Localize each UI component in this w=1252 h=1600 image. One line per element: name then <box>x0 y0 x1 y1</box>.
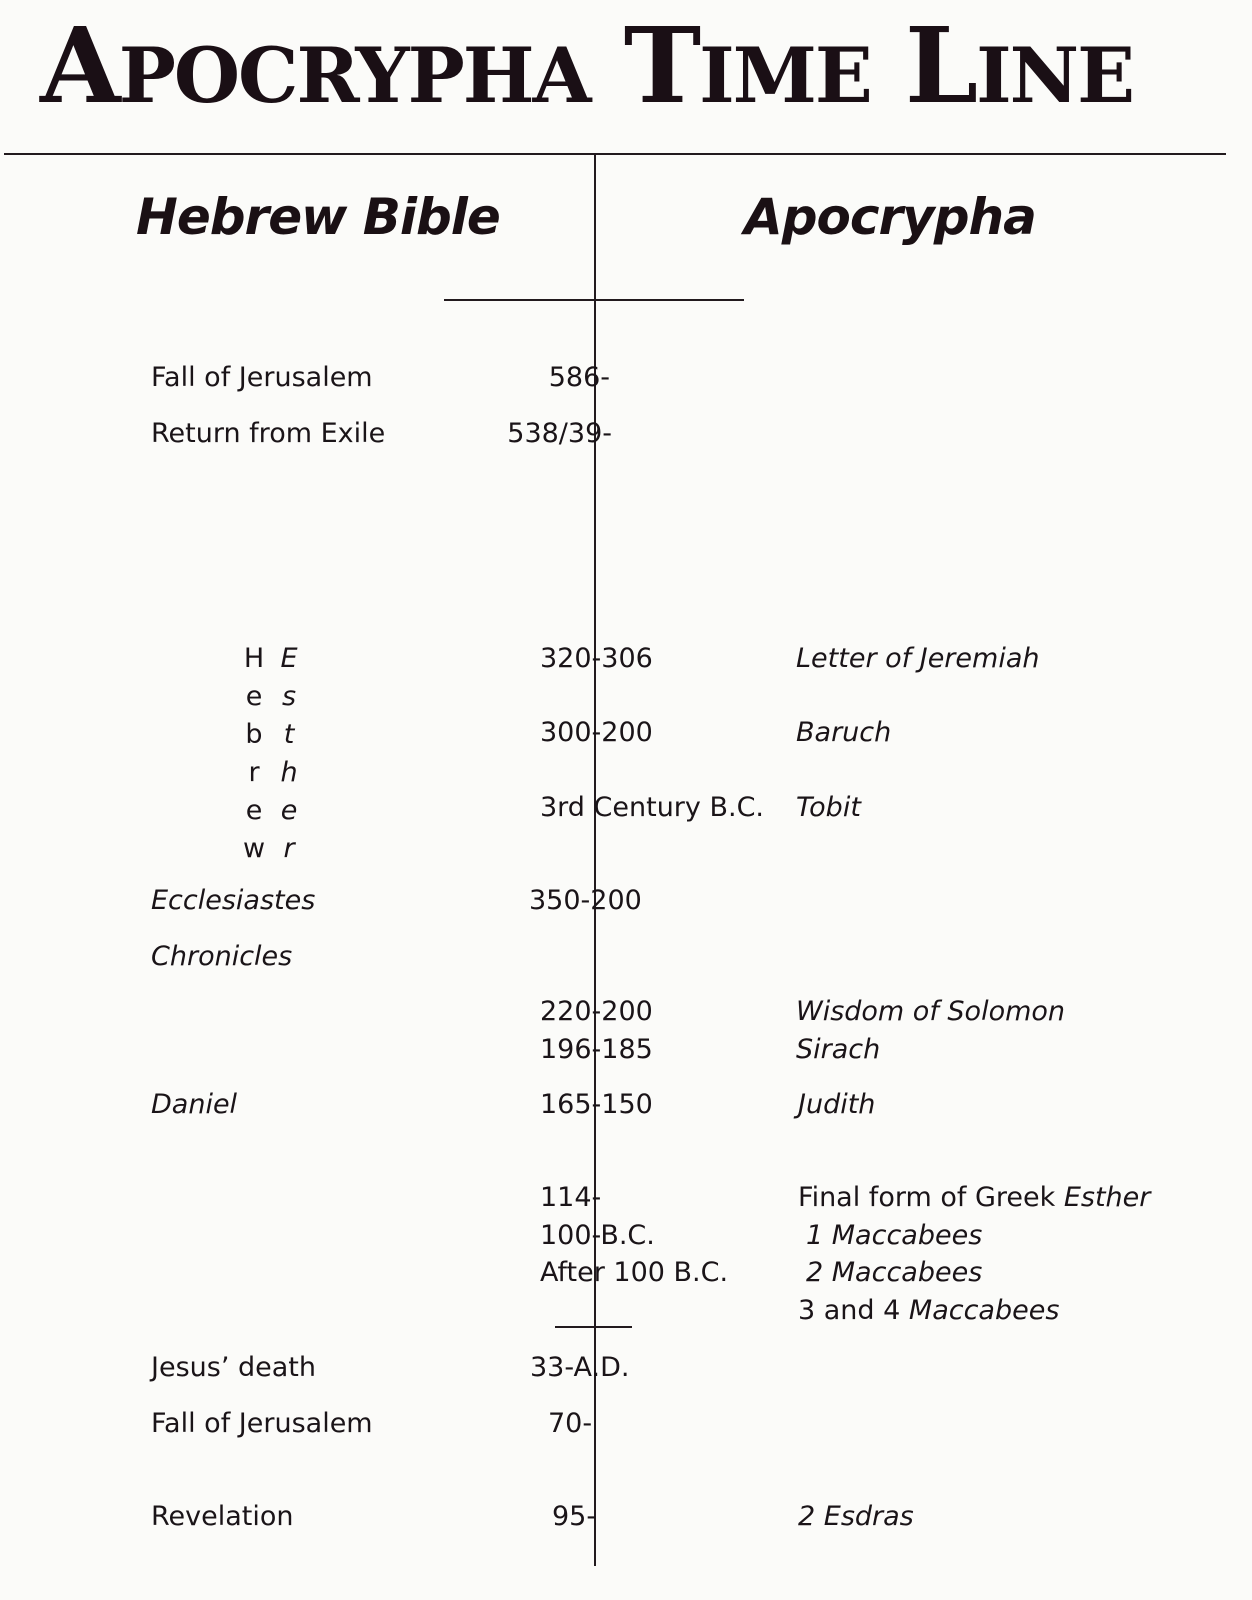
date-165: 165-150 <box>540 1089 653 1120</box>
page-title <box>40 6 1220 126</box>
heading-apocrypha: Apocrypha <box>744 188 1036 246</box>
book-3-4-maccabees <box>798 1294 1059 1328</box>
date-33: 33-A.D. <box>530 1352 630 1383</box>
vertical-letter: b <box>245 719 263 750</box>
book-baruch: Baruch <box>796 717 892 748</box>
maccabees-34-prefix: 3 and 4 <box>798 1295 909 1326</box>
book-revelation: Revelation <box>151 1501 294 1532</box>
event-fall-of-jerusalem-70: Fall of Jerusalem <box>151 1408 373 1439</box>
vertical-letter: h <box>280 757 298 788</box>
event-fall-of-jerusalem: Fall of Jerusalem <box>151 362 373 393</box>
heading-hebrew-bible: Hebrew Bible <box>136 188 500 246</box>
date-538: 538/39- <box>507 418 612 449</box>
date-3rd-century: 3rd Century B.C. <box>540 792 765 823</box>
date-220: 220-200 <box>540 996 653 1027</box>
vertical-letter: e <box>280 795 298 826</box>
event-jesus-death: Jesus’ death <box>151 1352 316 1383</box>
greek-esther-prefix: Final form of Greek <box>798 1182 1064 1213</box>
vertical-letter: H <box>243 643 265 674</box>
book-ecclesiastes: Ecclesiastes <box>151 885 316 916</box>
greek-esther-name: Esther <box>1063 1182 1151 1213</box>
date-114: 114- <box>540 1182 602 1213</box>
vertical-letter: r <box>248 757 260 788</box>
header-rule <box>4 153 1226 155</box>
book-chronicles: Chronicles <box>151 941 293 972</box>
date-196: 196-185 <box>540 1034 653 1065</box>
vertical-word-esther <box>278 640 300 868</box>
date-320: 320-306 <box>540 643 653 674</box>
vertical-letter: w <box>243 833 266 864</box>
book-1-maccabees: 1 Maccabees <box>806 1220 983 1251</box>
date-95: 95- <box>552 1501 597 1532</box>
book-daniel: Daniel <box>151 1089 238 1120</box>
date-after-100: After 100 B.C. <box>540 1257 729 1288</box>
vertical-letter: E <box>280 643 298 674</box>
book-greek-esther <box>798 1181 1150 1215</box>
vertical-word-hebrew <box>243 640 265 868</box>
vertical-letter: e <box>245 681 263 712</box>
date-100: 100-B.C. <box>540 1220 655 1251</box>
book-letter-of-jeremiah: Letter of Jeremiah <box>796 643 1040 674</box>
timeline-top-bar <box>444 299 744 301</box>
book-wisdom-of-solomon: Wisdom of Solomon <box>796 996 1066 1027</box>
date-586: 586- <box>548 362 610 393</box>
date-350: 350-200 <box>529 885 642 916</box>
bc-ad-divider <box>555 1326 632 1328</box>
vertical-letter: e <box>245 795 263 826</box>
vertical-letter: s <box>281 681 297 712</box>
vertical-letter: t <box>283 719 295 750</box>
book-2-esdras: 2 Esdras <box>798 1501 914 1532</box>
title-text: APOCRYPHA TIME LINE <box>40 4 1134 127</box>
date-300: 300-200 <box>540 717 653 748</box>
book-sirach: Sirach <box>796 1034 881 1065</box>
vertical-letter: r <box>283 833 295 864</box>
book-judith: Judith <box>798 1089 876 1120</box>
date-70: 70- <box>548 1408 593 1439</box>
event-return-from-exile: Return from Exile <box>151 418 386 449</box>
book-2-maccabees: 2 Maccabees <box>806 1257 983 1288</box>
maccabees-34-name: Maccabees <box>908 1295 1060 1326</box>
book-tobit: Tobit <box>796 792 861 823</box>
